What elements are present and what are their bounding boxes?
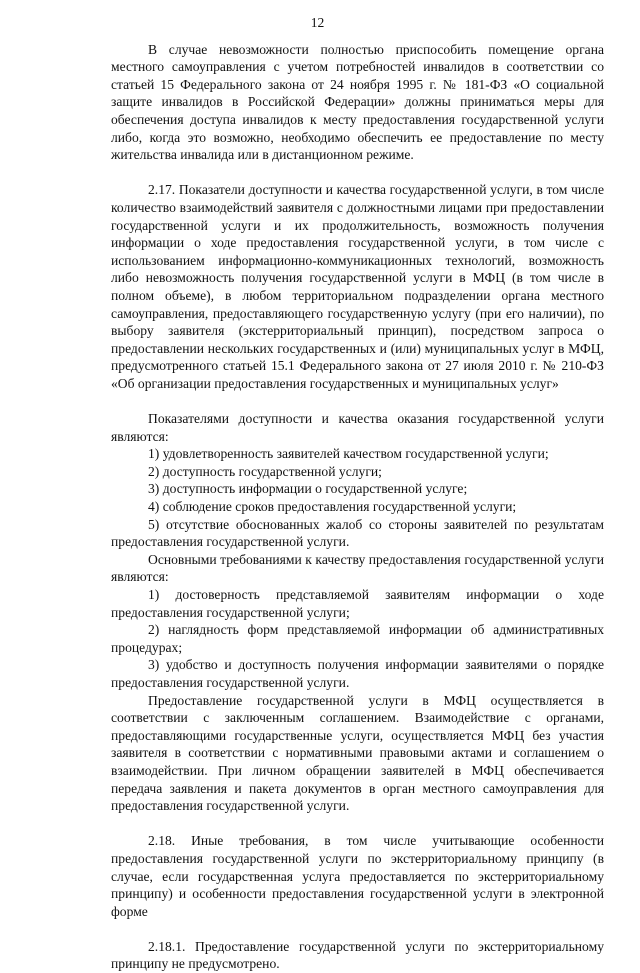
list-item-requirement-2: 2) наглядность форм представляемой информации об административных процедурах; (111, 622, 604, 655)
list-item-indicator-3: 3) доступность информации о государственной услуге; (148, 481, 468, 497)
paragraph-gap (111, 164, 604, 182)
list-item-requirement-1: 1) достоверность представляемой заявителям информации о ходе предоставления государственной услуги; (111, 587, 604, 620)
paragraph-disability-access: В случае невозможности полностью приспособить помещение органа местного самоуправления с учетом потребностей инвалидов в соответствии со статьей 15 Федерального закона от 24 ноября 1995 г. № 181-ФЗ «О социальной защите инвалидов в Российской Федерации» должны приниматься меры для обеспечения доступа инвалидов к месту предоставления государственной услуги либо, когда это возможно, необходимо обеспечить ее предоставление по месту жительства инвалида или в дистанционном режиме. (111, 41, 604, 163)
paragraph-section-2-18-1: 2.18.1. Предоставление государственной услуги по экстерриториальному принципу не предусмотрено. (111, 938, 604, 972)
list-item-indicator-2: 2) доступность государственной услуги; (148, 463, 382, 479)
list-item-indicator-4: 4) соблюдение сроков предоставления государственной услуги; (148, 499, 517, 515)
paragraph-indicators-intro: Показателями доступности и качества оказания государственной услуги являются: (111, 411, 604, 444)
paragraph-gap (111, 920, 604, 938)
paragraph-gap (111, 815, 604, 833)
paragraph-section-2-18: 2.18. Иные требования, в том числе учитывающие особенности предоставления государственной услуги по экстерриториальному принципу (в случае, если государственная услуга предоставляется по экстерриториальному принципу) и особенности предоставления государственной услуги в электронной форме (111, 833, 604, 919)
paragraph-mfc-provision: Предоставление государственной услуги в МФЦ осуществляется в соответствии с заключенным соглашением. Взаимодействие с органами, предоставляющими государственные услуги, осуществляется МФЦ без участия заявителя в соответствии с нормативными правовыми актами и соглашением о взаимодействии. При личном обращении заявителей в МФЦ обеспечивается передача заявления и пакета документов в орган местного самоуправления для предоставления государственной услуги. (111, 692, 604, 814)
list-item-requirement-3: 3) удобство и доступность получения информации заявителями о порядке предоставления государственной услуги. (111, 657, 604, 690)
list-item-indicator-1: 1) удовлетворенность заявителей качеством государственной услуги; (148, 446, 549, 462)
paragraph-section-2-17: 2.17. Показатели доступности и качества государственной услуги, в том числе количество взаимодействий заявителя с должностными лицами при предоставлении государственной услуги и их продолжительность, возможность получения информации о ходе предоставления государственной услуги, в том числе с использованием информационно-коммуникационных технологий, возможность либо невозможность получения государственной услуги в МФЦ (в том числе в полном объеме), в любом территориальном подразделении органа местного самоуправления, предоставляющего государственную услугу (при его наличии), по выбору заявителя (экстерриториальный принцип), посредством запроса о предоставлении нескольких государственных и (или) муниципальных услуг в МФЦ, предусмотренного статьей 15.1 Федерального закона от 27 июля 2010 г. № 210-ФЗ «Об организации предоставления государственных и муниципальных услуг» (111, 182, 604, 391)
paragraph-quality-requirements-intro: Основными требованиями к качеству предоставления государственной услуги являются: (111, 551, 604, 585)
paragraph-gap (111, 392, 604, 410)
page-number: 12 (310, 15, 325, 30)
list-item-indicator-5: 5) отсутствие обоснованных жалоб со стороны заявителей по результатам предоставления государственной услуги. (111, 516, 604, 550)
